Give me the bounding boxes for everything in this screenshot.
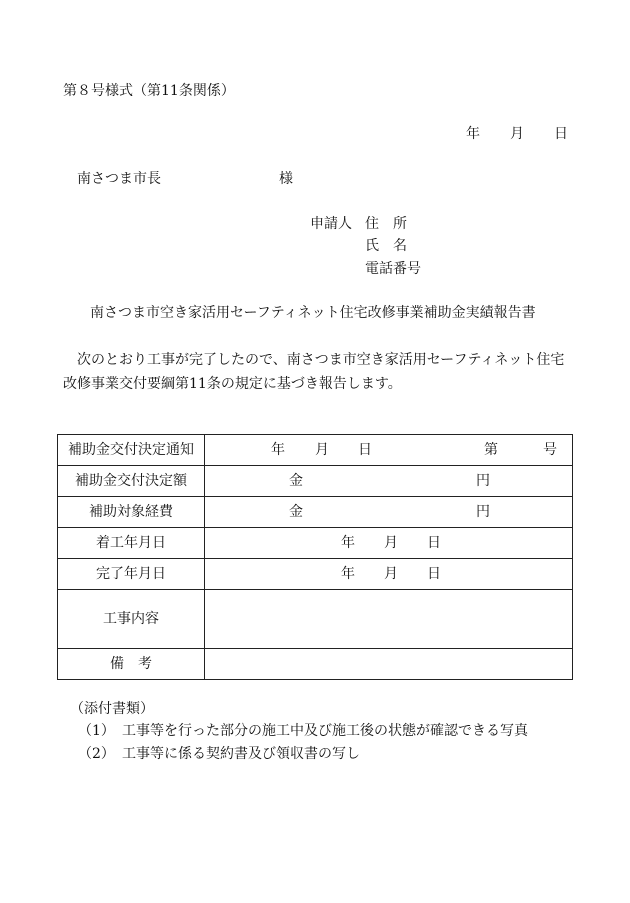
attachments-heading: （添付書類） [70, 701, 154, 717]
form-number: 第８号様式（第11条関係） [63, 83, 235, 99]
attachment-text: 工事等に係る契約書及び領収書の写し [122, 746, 360, 762]
completion-date-cell [205, 559, 573, 590]
table-row [58, 590, 573, 649]
row-label: 完了年月日 [58, 559, 205, 590]
addressee-honorific: 様 [279, 171, 293, 187]
table-row [58, 466, 573, 497]
addressee [77, 171, 293, 187]
phone-label: 電話番号 [365, 261, 421, 277]
cell-kin: 金 [289, 504, 303, 520]
row-label: 工事内容 [58, 590, 205, 649]
attachment-number: （2） [78, 746, 115, 762]
attachment-item [78, 747, 360, 761]
cell-year: 年 [341, 566, 355, 582]
remarks-cell [205, 649, 573, 680]
attachment-item [78, 724, 528, 738]
cell-day: 日 [427, 535, 441, 551]
start-date-cell [205, 528, 573, 559]
cell-year: 年 [271, 442, 285, 458]
document-title: 南さつま市空き家活用セーフティネット住宅改修事業補助金実績報告書 [90, 305, 536, 321]
addressee-name: 南さつま市長 [77, 171, 161, 187]
table-row [58, 649, 573, 680]
attachment-number: （1） [78, 723, 115, 739]
report-table [57, 434, 573, 680]
cell-gou: 号 [543, 442, 557, 458]
name-label: 氏 名 [365, 238, 407, 254]
attachment-text: 工事等を行った部分の施工中及び施工後の状態が確認できる写真 [122, 723, 528, 739]
date-month: 月 [510, 126, 524, 142]
row-label: 着工年月日 [58, 528, 205, 559]
table-row [58, 528, 573, 559]
cell-month: 月 [384, 535, 398, 551]
table-row [58, 497, 573, 528]
table-row [58, 559, 573, 590]
cell-yen: 円 [476, 473, 490, 489]
eligible-cost-cell [205, 497, 573, 528]
decision-amount-cell [205, 466, 573, 497]
row-label: 補助金交付決定額 [58, 466, 205, 497]
cell-day: 日 [358, 442, 372, 458]
date-day: 日 [554, 126, 568, 142]
notice-date-cell [205, 435, 573, 466]
cell-month: 月 [384, 566, 398, 582]
date-year: 年 [466, 126, 480, 142]
cell-month: 月 [315, 442, 329, 458]
cell-dai: 第 [484, 442, 498, 458]
row-label: 補助対象経費 [58, 497, 205, 528]
work-content-cell [205, 590, 573, 649]
table-row [58, 435, 573, 466]
date-line [466, 127, 568, 141]
row-label: 備 考 [58, 649, 205, 680]
address-label: 住 所 [365, 216, 407, 232]
cell-yen: 円 [476, 504, 490, 520]
row-label: 補助金交付決定通知 [58, 435, 205, 466]
cell-day: 日 [427, 566, 441, 582]
cell-kin: 金 [289, 473, 303, 489]
cell-year: 年 [341, 535, 355, 551]
body-text: 次のとおり工事が完了したので、南さつま市空き家活用セーフティネット住宅改修事業交付要綱第11条の規定に基づき報告します。 [63, 352, 565, 392]
applicant-label: 申請人 [310, 216, 352, 232]
